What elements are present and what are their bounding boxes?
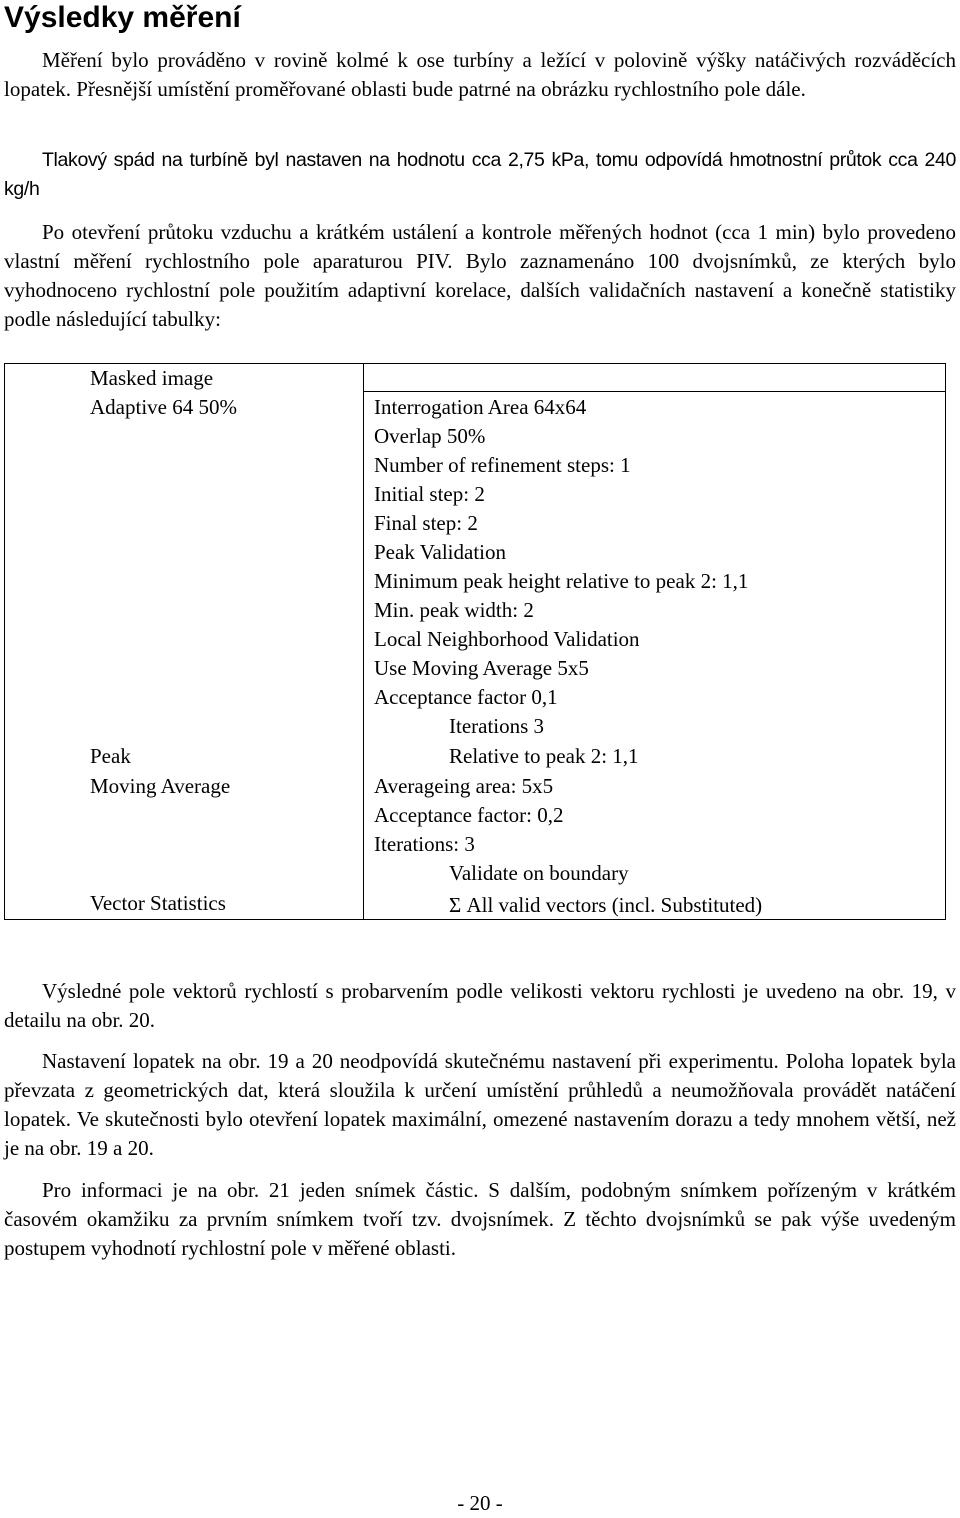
table-label-peak: Peak: [90, 744, 131, 768]
table-value-line: Minimum peak height relative to peak 2: 1,1: [374, 569, 749, 593]
paragraph-vector-field: Výsledné pole vektorů rychlostí s probarvením podle velikosti vektoru rychlosti je uvedeno na obr. 19, v detailu na obr. 20.: [4, 979, 956, 1032]
table-label-adaptive: Adaptive 64 50%: [90, 395, 237, 419]
table-value-line: Overlap 50%: [374, 424, 486, 448]
table-value-line: Initial step: 2: [374, 482, 485, 506]
page-number: - 20 -: [457, 1491, 503, 1515]
table-label-moving-average: Moving Average: [90, 774, 231, 798]
table-value-line: Use Moving Average 5x5: [374, 656, 589, 680]
table-value-line: Acceptance factor 0,1: [374, 685, 558, 709]
table-value-iterations: Iterations 3: [449, 714, 545, 738]
table-value-line: Iterations: 3: [374, 832, 475, 856]
table-value-line: Interrogation Area 64x64: [374, 395, 587, 419]
table-value-line: Acceptance factor: 0,2: [374, 803, 564, 827]
table-value-line: Min. peak width: 2: [374, 598, 534, 622]
table-value-peak: Relative to peak 2: 1,1: [449, 744, 639, 768]
table-row-divider: [363, 391, 945, 392]
table-value-validate-boundary: Validate on boundary: [449, 861, 629, 885]
paragraph-measurement-plane: Měření bylo prováděno v rovině kolmé k ose turbíny a ležící v polovině výšky natáčivých rozváděcích lopatek. Přesnější umístění proměřované oblasti bude patrné na obrázku rychlostního pole dále.: [4, 48, 956, 101]
page-heading: Výsledky měření: [4, 1, 241, 34]
table-label-vector-statistics: Vector Statistics: [90, 891, 226, 915]
table-value-line: Averageing area: 5x5: [374, 774, 554, 798]
piv-settings-table: [4, 363, 946, 920]
table-value-line: Local Neighborhood Validation: [374, 627, 640, 651]
paragraph-particle-image: Pro informaci je na obr. 21 jeden snímek částic. S dalším, podobným snímkem pořízeným v krátkém časovém okamžiku za prvním snímkem tvoří tzv. dvojsnímek. Z těchto dvojsnímků se pak výše uvedeným postupem vyhodnotí rychlostní pole v měřené oblasti.: [4, 1178, 956, 1260]
table-column-divider: [363, 364, 364, 919]
table-value-line: Final step: 2: [374, 511, 478, 535]
table-value-line: Peak Validation: [374, 540, 507, 564]
table-label-masked-image: Masked image: [90, 366, 214, 390]
table-value-vector-statistics: Σ All valid vectors (incl. Substituted): [449, 893, 763, 917]
paragraph-piv-procedure: Po otevření průtoku vzduchu a krátkém ustálení a kontrole měřených hodnot (cca 1 min) bylo provedeno vlastní měření rychlostního pole aparaturou PIV. Bylo zaznamenáno 100 dvojsnímků, ze kterých bylo vyhodnoceno rychlostní pole použitím adaptivní korelace, dalších validačních nastavení a konečně statistiky podle následující tabulky:: [4, 220, 956, 331]
table-value-line: Number of refinement steps: 1: [374, 453, 631, 477]
paragraph-pressure-drop: Tlakový spád na turbíně byl nastaven na hodnotu cca 2,75 kPa, tomu odpovídá hmotnostní průtok cca 240 kg/h: [4, 149, 956, 200]
paragraph-blade-setting: Nastavení lopatek na obr. 19 a 20 neodpovídá skutečnému nastavení při experimentu. Poloha lopatek byla převzata z geometrických dat, která sloužila k určení umístění průhledů a neumožňovala provádět natáčení lopatek. Ve skutečnosti bylo otevření lopatek maximální, omezené nastavením dorazu a tedy mnohem větší, než je na obr. 19 a 20.: [4, 1049, 956, 1160]
